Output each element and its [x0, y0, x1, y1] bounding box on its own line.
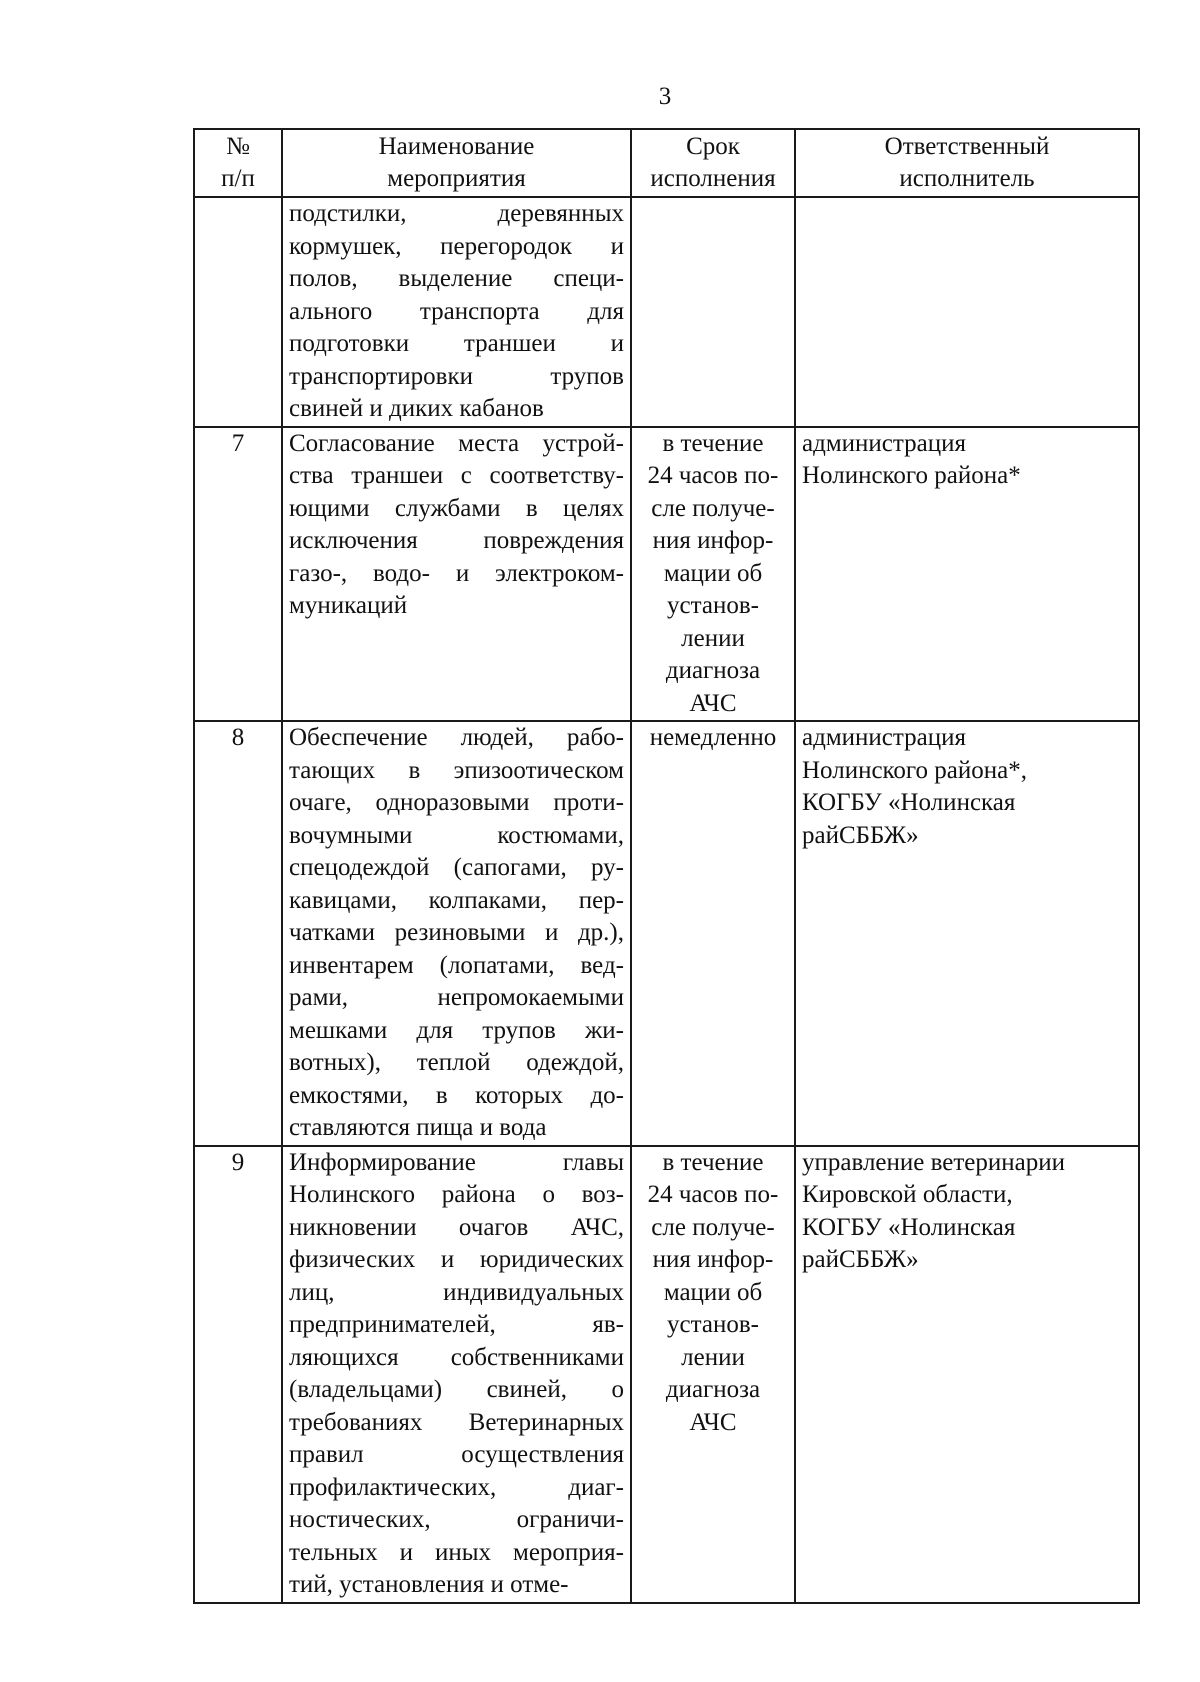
measure-name-cell-line: тающих в эпизоотическом	[289, 756, 624, 784]
table-body	[194, 197, 1139, 1603]
row-number-cell: 9	[194, 1146, 282, 1603]
header-text: Ответственный	[884, 133, 1050, 160]
deadline-cell-line: АЧС	[689, 689, 737, 717]
measure-name-cell-line: чатками резиновыми и др.),	[289, 919, 624, 946]
header-text: Срок	[686, 133, 740, 160]
measure-name-cell-line: ства траншеи с соответству-	[289, 462, 624, 489]
responsible-cell	[795, 197, 1139, 427]
measure-name-cell-line: ющими службами в целях	[289, 494, 624, 522]
table-row	[194, 1146, 1139, 1603]
measure-name-cell-line: газо-, водо- и электроком-	[289, 559, 624, 587]
deadline-cell-line: 24 часов по-	[647, 462, 779, 489]
row-number-cell: 7	[194, 427, 282, 722]
deadline-cell-line: диагноза	[665, 1376, 761, 1403]
header-text: п/п	[221, 165, 255, 192]
deadline-cell-line: АЧС	[689, 1408, 737, 1436]
page-number: 3	[658, 83, 672, 110]
header-number	[194, 129, 282, 197]
responsible-cell	[795, 721, 1139, 1146]
measure-name-cell-line: требованиях Ветеринарных	[289, 1408, 624, 1436]
measure-name-cell-line: ностических, ограничи-	[289, 1506, 624, 1533]
measure-name-cell-line: полов, выделение специ-	[289, 265, 624, 292]
measure-name-cell-line: муникаций	[289, 592, 408, 619]
responsible-cell-line: управление ветеринарии	[802, 1148, 1066, 1176]
header-text: Наименование	[378, 133, 535, 160]
responsible-cell-line: Нолинского района*,	[802, 756, 1028, 784]
header-text: мероприятия	[387, 165, 526, 192]
measure-name-cell-line: спецодеждой (сапогами, ру-	[289, 854, 624, 881]
measure-name-cell-line: ставляются пища и вода	[289, 1114, 547, 1141]
measure-name-cell-line: исключения повреждения	[289, 527, 624, 554]
header-term	[631, 129, 795, 197]
measure-name-cell-line: очаге, одноразовыми проти-	[289, 789, 624, 816]
measure-name-cell-line: тельных и иных мероприя-	[289, 1538, 624, 1566]
deadline-cell-line: сле получе-	[651, 494, 775, 522]
responsible-cell-line: КОГБУ «Нолинская	[802, 1213, 1016, 1241]
table-row	[194, 427, 1139, 722]
measure-name-cell-line: вочумными костюмами,	[289, 821, 624, 849]
responsible-cell-line: Кировской области,	[802, 1181, 1013, 1208]
deadline-cell	[631, 1146, 795, 1603]
deadline-cell-line: мации об	[663, 559, 763, 587]
measure-name-cell-line: подготовки траншеи и	[289, 330, 624, 357]
row-number-cell	[194, 197, 282, 427]
measure-name-cell	[282, 427, 631, 722]
responsible-cell-line: КОГБУ «Нолинская	[802, 789, 1016, 816]
measure-name-cell-line: профилактических, диаг-	[289, 1473, 624, 1501]
measure-name-cell-line: кавицами, колпаками, пер-	[289, 886, 624, 914]
measure-name-cell-line: правил осуществления	[289, 1441, 624, 1468]
deadline-cell-line: ния инфор-	[652, 527, 774, 554]
measure-name-cell-line: ляющихся собственниками	[289, 1343, 624, 1371]
measures-table	[193, 128, 1140, 1604]
responsible-cell-line: Нолинского района*	[802, 462, 1021, 489]
deadline-cell	[631, 427, 795, 722]
deadline-cell	[631, 721, 795, 1146]
measure-name-cell-line: никновении очагов АЧС,	[289, 1213, 624, 1241]
responsible-cell-line: администрация	[802, 724, 966, 751]
measure-name-cell-line: рами, непромокаемыми	[289, 984, 624, 1011]
header-text: исполнения	[650, 165, 776, 192]
table-header-row	[194, 129, 1139, 197]
measure-name-cell	[282, 1146, 631, 1603]
responsible-cell-line: райСББЖ»	[802, 821, 919, 849]
measure-name-cell-line: кормушек, перегородок и	[289, 232, 624, 260]
deadline-cell-line: лении	[681, 1343, 745, 1371]
measure-name-cell-line: мешками для трупов жи-	[289, 1016, 624, 1044]
measure-name-cell-line: подстилки, деревянных	[289, 200, 624, 227]
header-text: исполнитель	[899, 165, 1035, 192]
row-number-cell: 8	[194, 721, 282, 1146]
measure-name-cell-line: лиц, индивидуальных	[289, 1278, 624, 1306]
deadline-cell-line: установ-	[667, 592, 759, 619]
measure-name-cell-line: предпринимателей, яв-	[289, 1311, 624, 1338]
measure-name-cell-line: вотных), теплой одеждой,	[289, 1049, 624, 1076]
deadline-cell	[631, 197, 795, 427]
responsible-cell-line: райСББЖ»	[802, 1246, 919, 1273]
measure-name-cell-line: физических и юридических	[289, 1246, 624, 1273]
deadline-cell-line: немедленно	[649, 724, 777, 751]
table-row	[194, 197, 1139, 427]
responsible-cell	[795, 427, 1139, 722]
deadline-cell-line: в течение	[662, 1148, 764, 1176]
measure-name-cell-line: ального транспорта для	[289, 297, 624, 325]
table-row	[194, 721, 1139, 1146]
deadline-cell-line: сле получе-	[651, 1213, 775, 1241]
responsible-cell-line: администрация	[802, 429, 966, 457]
deadline-cell-line: диагноза	[665, 657, 761, 684]
measure-name-cell-line: (владельцами) свиней, о	[289, 1376, 624, 1403]
measure-name-cell-line: Нолинского района о воз-	[289, 1181, 624, 1208]
measure-name-cell	[282, 197, 631, 427]
deadline-cell-line: установ-	[667, 1311, 759, 1338]
deadline-cell-line: 24 часов по-	[647, 1181, 779, 1208]
responsible-cell	[795, 1146, 1139, 1603]
measure-name-cell-line: тий, установления и отме-	[289, 1571, 569, 1598]
measure-name-cell-line: свиней и диких кабанов	[289, 395, 544, 422]
header-name	[282, 129, 631, 197]
measure-name-cell-line: транспортировки трупов	[289, 362, 624, 390]
measure-name-cell-line: емкостями, в которых до-	[289, 1081, 624, 1109]
header-responsible	[795, 129, 1139, 197]
measure-name-cell-line: Информирование главы	[289, 1148, 624, 1176]
deadline-cell-line: лении	[681, 624, 745, 652]
deadline-cell-line: ния инфор-	[652, 1246, 774, 1273]
deadline-cell-line: мации об	[663, 1278, 763, 1306]
measure-name-cell-line: инвентарем (лопатами, вед-	[289, 951, 624, 979]
measure-name-cell	[282, 721, 631, 1146]
measure-name-cell-line: Обеспечение людей, рабо-	[289, 724, 624, 751]
deadline-cell-line: в течение	[662, 429, 764, 457]
header-text: №	[226, 133, 250, 160]
measure-name-cell-line: Согласование места устрой-	[289, 429, 624, 457]
